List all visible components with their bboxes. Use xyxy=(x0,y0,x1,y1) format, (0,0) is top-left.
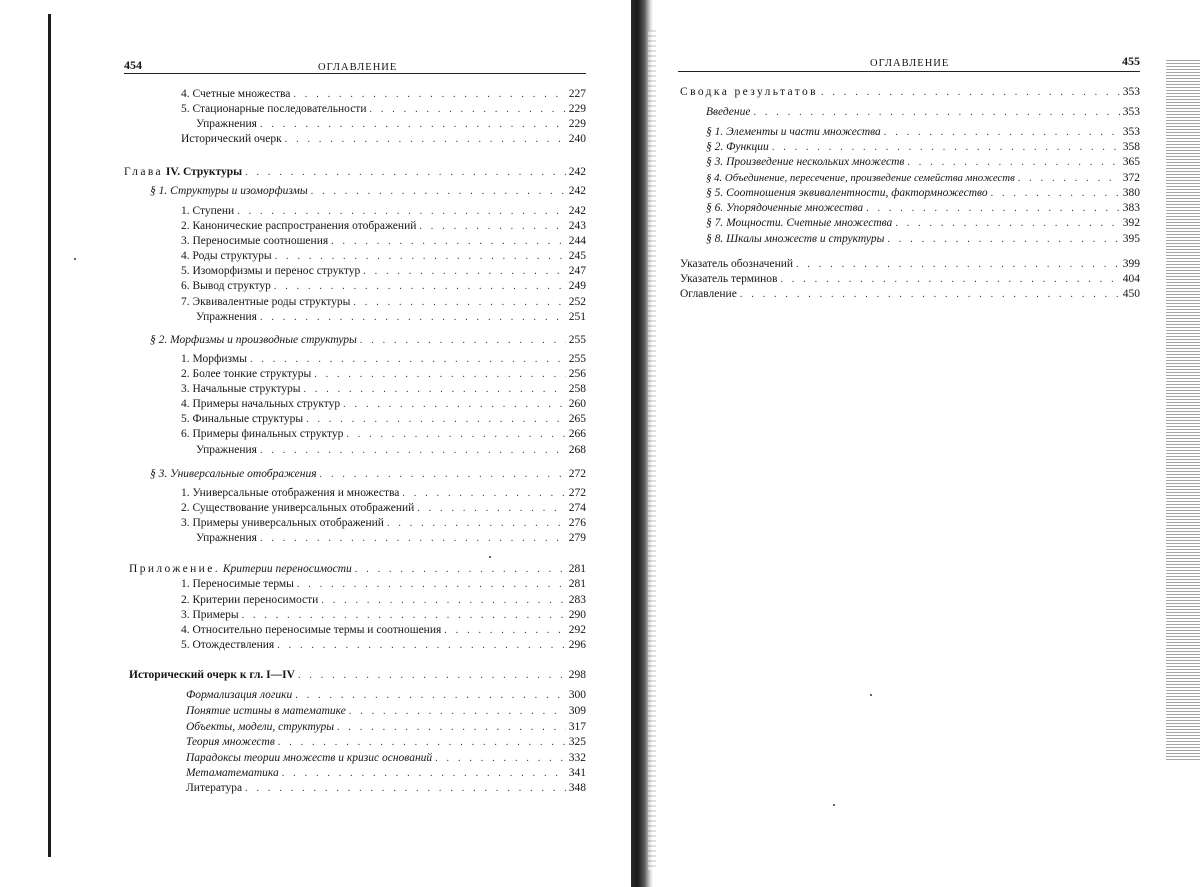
left-page-title: ОГЛАВЛЕНИЕ xyxy=(318,62,398,73)
toc-entry[interactable]: Упражнения . . . 251 xyxy=(196,311,586,324)
toc-entry[interactable]: Литература . . . 348 xyxy=(186,782,586,795)
toc-entry[interactable]: 1. Переносимые термы . . . 281 xyxy=(181,578,586,591)
toc-section-entry[interactable]: § 3. Произведение нескольких множеств . . . 365 xyxy=(706,156,1140,169)
toc-entry[interactable]: 2. Критерии переносимости . . . 283 xyxy=(181,594,586,607)
toc-entry[interactable]: Введение . . . 353 xyxy=(706,106,1140,119)
gutter-shadow xyxy=(648,30,656,870)
toc-entry[interactable]: 5. Отождествления . . . 296 xyxy=(181,639,586,652)
toc-entry[interactable]: Метаматематика . . . 341 xyxy=(186,767,586,780)
toc-section-entry[interactable]: § 7. Мощности. Счетные множества . . . 392 xyxy=(706,217,1140,230)
toc-entry[interactable]: 4. Роды структуры . . . 245 xyxy=(181,250,586,263)
toc-entry[interactable]: Упражнения . . . 279 xyxy=(196,532,586,545)
toc-section-entry[interactable]: § 2. Морфизмы и производные структуры . . . 255 xyxy=(150,334,586,347)
toc-chapter-entry[interactable]: Сводка результатов . . . 353 xyxy=(680,86,1140,99)
toc-entry[interactable]: Объекты, модели, структуры . . . 317 xyxy=(186,721,586,734)
toc-entry[interactable]: 2. Канонические распространения отображений . . . 243 xyxy=(181,220,586,233)
toc-section-entry[interactable]: § 1. Структуры и изоморфизмы . . . 242 xyxy=(150,185,586,198)
toc-entry[interactable]: Теория множеств . . . 325 xyxy=(186,736,586,749)
toc-section-entry[interactable]: § 8. Шкалы множеств и структуры . . . 395 xyxy=(706,233,1140,246)
toc-entry[interactable]: 6. Вывод структур . . . 249 xyxy=(181,280,586,293)
scan-speck xyxy=(833,804,835,806)
toc-entry[interactable]: 2. Более тонкие структуры . . . 256 xyxy=(181,368,586,381)
toc-entry[interactable]: 5. Финальные структуры . . . 265 xyxy=(181,413,586,426)
left-page-number: 454 xyxy=(124,58,142,72)
scan-speck xyxy=(74,258,76,260)
right-page-header xyxy=(678,54,1140,69)
toc-entry[interactable]: 1. Универсальные отображения и множества . . . 272 xyxy=(181,487,586,500)
toc-entry[interactable]: Парадоксы теории множеств и кризис оснований . . . 332 xyxy=(186,752,586,765)
toc-entry[interactable]: 7. Эквивалентные роды структуры . . . 252 xyxy=(181,296,586,309)
toc-entry[interactable]: 5. Изоморфизмы и перенос структур . . . 247 xyxy=(181,265,586,278)
toc-entry[interactable]: Понятие истины в математике . . . 309 xyxy=(186,705,586,718)
scan-speck xyxy=(870,694,872,696)
toc-entry[interactable]: Указатель обозначений . . . 399 xyxy=(680,258,1140,271)
toc-entry[interactable]: Упражнения . . . 229 xyxy=(196,118,586,131)
toc-entry[interactable]: 2. Существование универсальных отображений . . . 274 xyxy=(181,502,586,515)
toc-entry[interactable]: 3. Начальные структуры . . . 258 xyxy=(181,383,586,396)
toc-entry[interactable]: 5. Стационарные последовательности . . . 229 xyxy=(181,103,586,116)
scan-speck xyxy=(489,556,491,558)
toc-entry[interactable]: Упражнения . . . 268 xyxy=(196,444,586,457)
left-page-header xyxy=(124,58,586,73)
right-header-rule xyxy=(678,71,1140,72)
page-edge-left xyxy=(48,14,51,857)
toc-entry[interactable]: 3. Переносимые соотношения . . . 244 xyxy=(181,235,586,248)
page-edge-right xyxy=(1166,60,1200,760)
toc-entry[interactable]: 1. Ступени . . . 242 xyxy=(181,205,586,218)
toc-section-entry[interactable]: § 2. Функции . . . 358 xyxy=(706,141,1140,154)
toc-entry[interactable]: 4. Относительно переносимые термы и соотношения . . . 292 xyxy=(181,624,586,637)
toc-appendix-entry[interactable]: Приложение. Критерии переносимости . . . 281 xyxy=(129,563,586,576)
toc-section-entry[interactable]: § 3. Универсальные отображения . . . 272 xyxy=(150,468,586,481)
toc-history-entry[interactable]: Исторический очерк к гл. I—IV . . . 298 xyxy=(129,669,586,682)
toc-section-entry[interactable]: § 5. Соотношения эквивалентности, фактормножество . . . 380 xyxy=(706,187,1140,200)
toc-section-entry[interactable]: § 4. Объединение, пересечение, произведение семейства множеств . . . 372 xyxy=(706,172,1140,185)
right-page-number: 455 xyxy=(1122,54,1140,68)
toc-entry[interactable]: 6. Примеры финальных структур . . . 266 xyxy=(181,428,586,441)
toc-entry[interactable]: Формализация логики . . . 300 xyxy=(186,689,586,702)
toc-entry[interactable]: Оглавление . . . 450 xyxy=(680,288,1140,301)
toc-entry[interactable]: 3. Примеры . . . 290 xyxy=(181,609,586,622)
right-page-title: ОГЛАВЛЕНИЕ xyxy=(870,58,950,69)
toc-entry[interactable]: 3. Примеры универсальных отображений . . . 276 xyxy=(181,517,586,530)
left-header-rule xyxy=(124,73,586,74)
toc-section-entry[interactable]: § 6. Упорядоченные множества . . . 383 xyxy=(706,202,1140,215)
toc-entry[interactable]: 4. Примеры начальных структур . . . 260 xyxy=(181,398,586,411)
toc-entry[interactable]: Указатель терминов . . . 404 xyxy=(680,273,1140,286)
toc-entry[interactable]: 4. Счетные множества . . . 227 xyxy=(181,88,586,101)
toc-entry[interactable]: 1. Морфизмы . . . 255 xyxy=(181,353,586,366)
toc-section-entry[interactable]: § 1. Элементы и части множества . . . 353 xyxy=(706,126,1140,139)
toc-chapter-entry[interactable]: Глава IV. Структуры . . . 242 xyxy=(124,166,586,179)
toc-entry[interactable]: Исторический очерк . . . 240 xyxy=(181,133,586,146)
